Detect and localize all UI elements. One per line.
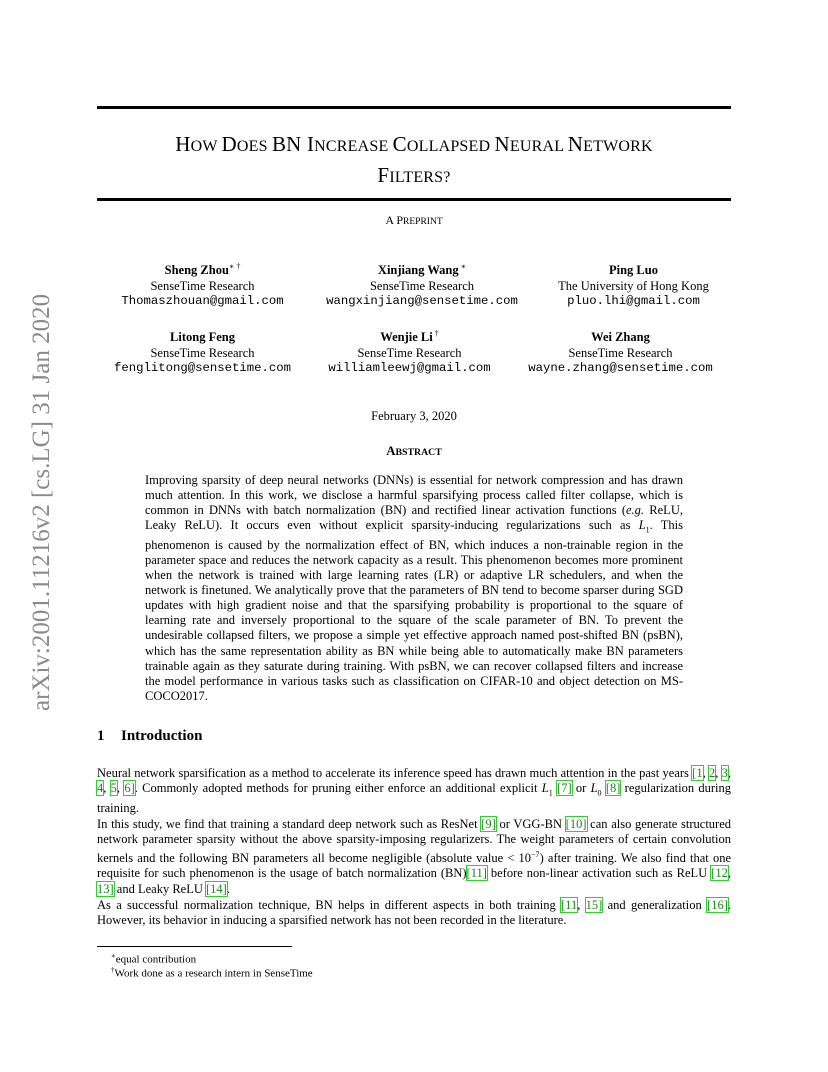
author-block <box>514 326 727 377</box>
citation-link[interactable]: 15] <box>585 898 603 912</box>
author-name: Litong Feng <box>170 330 235 344</box>
paper-date: February 3, 2020 <box>371 409 457 423</box>
citation-link[interactable]: 6] <box>124 781 135 796</box>
author-block: Sheng Zhou∗ † SenseTime Research Thomaszhouan@gmail.com <box>100 259 305 310</box>
citation-link[interactable]: 5 <box>110 781 117 796</box>
author-affiliation: The University of Hong Kong <box>558 278 709 293</box>
author-affiliation: SenseTime Research <box>369 278 475 293</box>
citation-link[interactable]: [11 <box>561 898 578 912</box>
abstract-heading: ABSTRACT <box>386 444 442 458</box>
citation-link[interactable]: [14] <box>206 881 227 896</box>
footnote: †Work done as a research intern in SenseTime <box>111 966 313 980</box>
author-email: fenglitong@sensetime.com <box>113 361 292 375</box>
footnote-rule <box>97 946 292 947</box>
title-line-1: HOW DOES BN INCREASE COLLAPSED NEURAL NETWORK <box>175 132 653 156</box>
author-block: Wenjie Li † SenseTime Research williamleewj@gmail.com <box>312 326 507 377</box>
citation-link[interactable]: [16] <box>707 898 728 912</box>
author-name: Ping Luo <box>609 263 658 277</box>
title-top-rule <box>97 106 731 109</box>
author-name: Xinjiang Wang <box>377 263 459 277</box>
citation-link[interactable]: 2 <box>709 766 716 780</box>
author-affiliation: SenseTime Research <box>150 278 255 293</box>
citation-link[interactable]: [9] <box>481 817 496 831</box>
paper-title <box>97 130 731 192</box>
author-affiliation: SenseTime Research <box>357 345 462 360</box>
abstract-body: Improving sparsity of deep neural networks (DNNs) is essential for network compression and has drawn much attention. In this work, we disclose a harmful sparsifying process called filter collapse, which is common in DNNs with batch normalization (BN) and rectified linear activation functions (e.g. ReLU, Leaky ReLU). It occurs even without explicit sparsity-inducing regularizations such as $L_1$. This phenomenon is caused by the normalization effect of BN, which induces a non-trainable region in the parameter space and reduces the network capacity as a result. This phenomenon becomes more prominent when the network is trained with large learning rates (LR) or adaptive LR schedulers, and when the network is finetuned. We analytically prove that the parameters of BN tend to become sparser during SGD updates with high gradient noise and that the sparsifying probability is proportional to the square of learning rate and inversely proportional to the square of the scale parameter of BN. To prevent the undesirable collapsed filters, we propose a simple yet effective approach named post-shifted BN (psBN), which has the same representation ability as BN while being able to automatically make BN parameters trainable again as they saturate during training. With psBN, we can recover collapsed filters and increase the model performance in various tasks such as classification on CIFAR-10 and object detection on MS-COCO2017. <box>145 473 684 703</box>
author-block <box>540 259 727 310</box>
citation-link[interactable]: 4 <box>97 781 104 796</box>
citation-link[interactable]: [12 <box>711 866 728 881</box>
section-heading: 1 Introduction <box>97 728 203 744</box>
author-affiliation: SenseTime Research <box>150 345 255 360</box>
citation-link[interactable]: [11] <box>466 866 487 881</box>
author-email: Thomaszhouan@gmail.com <box>121 294 284 308</box>
citation-link[interactable]: [8] <box>605 781 621 796</box>
author-affiliation: SenseTime Research <box>568 345 673 360</box>
author-name: Wenjie Li <box>380 330 433 344</box>
author-email: wayne.zhang@sensetime.com <box>528 361 713 375</box>
citation-link[interactable]: 3 <box>721 766 728 780</box>
author-name: Sheng Zhou <box>164 263 229 277</box>
author-email: pluo.lhi@gmail.com <box>567 294 700 308</box>
author-email: wangxinjiang@sensetime.com <box>326 294 518 308</box>
author-name: Wei Zhang <box>591 330 650 344</box>
citation-link[interactable]: 13] <box>97 881 114 896</box>
title-bottom-rule <box>97 198 731 201</box>
intro-paragraph-1: Neural network sparsification as a method to accelerate its inference speed has drawn much attention in the past years [1, 2, 3, 4, 5, 6]. Commonly adopted methods for pruning either enforce an additional explicit $L_1$ [7] or $L_0$ [8] regularization during training. <box>97 766 732 815</box>
arxiv-stamp: arXiv:2001.11216v2 [cs.LG] 31 Jan 2020 <box>28 293 55 711</box>
author-email: williamleewj@gmail.com <box>328 361 491 375</box>
preprint-label: A PREPRINT <box>385 213 443 227</box>
citation-link[interactable]: [7] <box>557 781 572 796</box>
title-line-2: FILTERS? <box>377 163 451 187</box>
footnote: ∗equal contribution <box>111 952 197 966</box>
author-block: Xinjiang Wang ∗ SenseTime Research wangxinjiang@sensetime.com <box>312 259 532 310</box>
citation-link[interactable]: [10] <box>565 817 587 831</box>
intro-paragraph-3: As a successful normalization technique, BN helps in different aspects in both training [11, 15] and generalization [16]. However, its behavior in inducing a sparsified network has not been recorded in the literature. <box>97 898 731 928</box>
citation-link[interactable]: [1 <box>692 766 703 780</box>
intro-paragraph-2: In this study, we find that training a standard deep network such as ResNet [9] or VGG-BN [10] can also generate structured network parameter sparsity without the above sparsity-imposing regularizers. The weight parameters of certain convolution kernels and the following BN parameters all become negligible (absolute value < $10^{-7}$) after training. We also find that one requisite for such phenomenon is the usage of batch normalization (BN)[11] before non-linear activation such as ReLU [12, 13] and Leaky ReLU [14]. <box>97 817 731 896</box>
author-block <box>100 326 305 377</box>
